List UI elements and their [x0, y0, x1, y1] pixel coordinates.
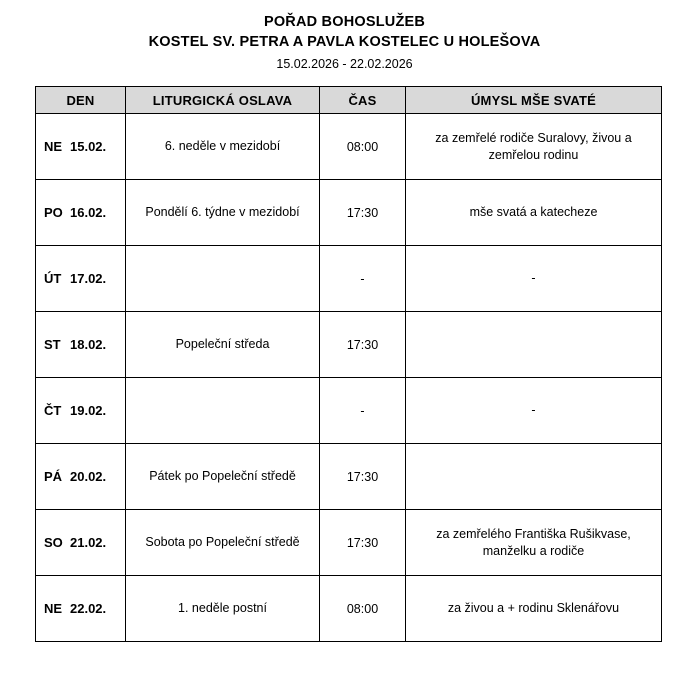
day-abbr: ČT — [44, 403, 62, 418]
cell-liturgy: Sobota po Popeleční středě — [126, 510, 320, 576]
table-row — [36, 444, 662, 510]
cell-intention — [406, 312, 662, 378]
day-abbr: NE — [44, 139, 63, 154]
cell-liturgy: Pondělí 6. týdne v mezidobí — [126, 180, 320, 246]
cell-liturgy: Pátek po Popeleční středě — [126, 444, 320, 510]
day-abbr: NE — [44, 601, 63, 616]
column-header-time: ČAS — [320, 87, 406, 114]
cell-liturgy — [126, 378, 320, 444]
cell-intention: mše svatá a katecheze — [406, 180, 662, 246]
column-header-liturgy: LITURGICKÁ OSLAVA — [126, 87, 320, 114]
date-range: 15.02.2026 - 22.02.2026 — [276, 57, 413, 71]
cell-day — [36, 246, 126, 312]
table-body — [36, 114, 662, 642]
cell-day — [36, 180, 126, 246]
cell-intention — [406, 444, 662, 510]
day-abbr: ÚT — [44, 271, 62, 286]
document-header — [0, 0, 689, 74]
cell-day — [36, 576, 126, 642]
column-header-intention: ÚMYSL MŠE SVATÉ — [406, 87, 662, 114]
day-abbr: SO — [44, 535, 63, 550]
cell-day — [36, 510, 126, 576]
cell-intention: za zemřelého Františka Rušikvase, manželku a rodiče — [406, 510, 662, 576]
cell-intention: za živou a + rodinu Sklenářovu — [406, 576, 662, 642]
day-abbr: PO — [44, 205, 63, 220]
cell-day — [36, 312, 126, 378]
day-date: 20.02. — [70, 469, 107, 484]
cell-time: - — [320, 246, 406, 312]
cell-intention: za zemřelé rodiče Suralovy, živou a zemřelou rodinu — [406, 114, 662, 180]
day-date: 19.02. — [70, 403, 107, 418]
table-row — [36, 312, 662, 378]
schedule-table — [35, 86, 662, 642]
cell-liturgy: 1. neděle postní — [126, 576, 320, 642]
schedule-table-container — [0, 86, 689, 642]
day-date: 18.02. — [70, 337, 107, 352]
cell-time: - — [320, 378, 406, 444]
cell-time: 17:30 — [320, 180, 406, 246]
cell-liturgy: Popeleční středa — [126, 312, 320, 378]
table-row — [36, 114, 662, 180]
day-date: 21.02. — [70, 535, 107, 550]
cell-time: 08:00 — [320, 114, 406, 180]
table-row — [36, 246, 662, 312]
day-date: 17.02. — [70, 271, 107, 286]
day-date: 16.02. — [70, 205, 107, 220]
cell-time: 17:30 — [320, 444, 406, 510]
table-row — [36, 576, 662, 642]
cell-liturgy: 6. neděle v mezidobí — [126, 114, 320, 180]
cell-intention: - — [406, 378, 662, 444]
page-subtitle: KOSTEL SV. PETRA A PAVLA KOSTELEC U HOLEŠOVA — [148, 34, 541, 50]
page-title: POŘAD BOHOSLUŽEB — [263, 14, 426, 30]
cell-day — [36, 444, 126, 510]
table-row — [36, 180, 662, 246]
cell-intention: - — [406, 246, 662, 312]
day-abbr: PÁ — [44, 469, 63, 484]
table-row — [36, 510, 662, 576]
cell-day — [36, 378, 126, 444]
day-date: 22.02. — [70, 601, 107, 616]
day-date: 15.02. — [70, 139, 107, 154]
cell-time: 17:30 — [320, 312, 406, 378]
table-row — [36, 378, 662, 444]
cell-time: 08:00 — [320, 576, 406, 642]
column-header-day: DEN — [36, 87, 126, 114]
day-abbr: ST — [44, 337, 61, 352]
cell-time: 17:30 — [320, 510, 406, 576]
cell-liturgy — [126, 246, 320, 312]
table-header-row — [36, 87, 662, 114]
cell-day — [36, 114, 126, 180]
